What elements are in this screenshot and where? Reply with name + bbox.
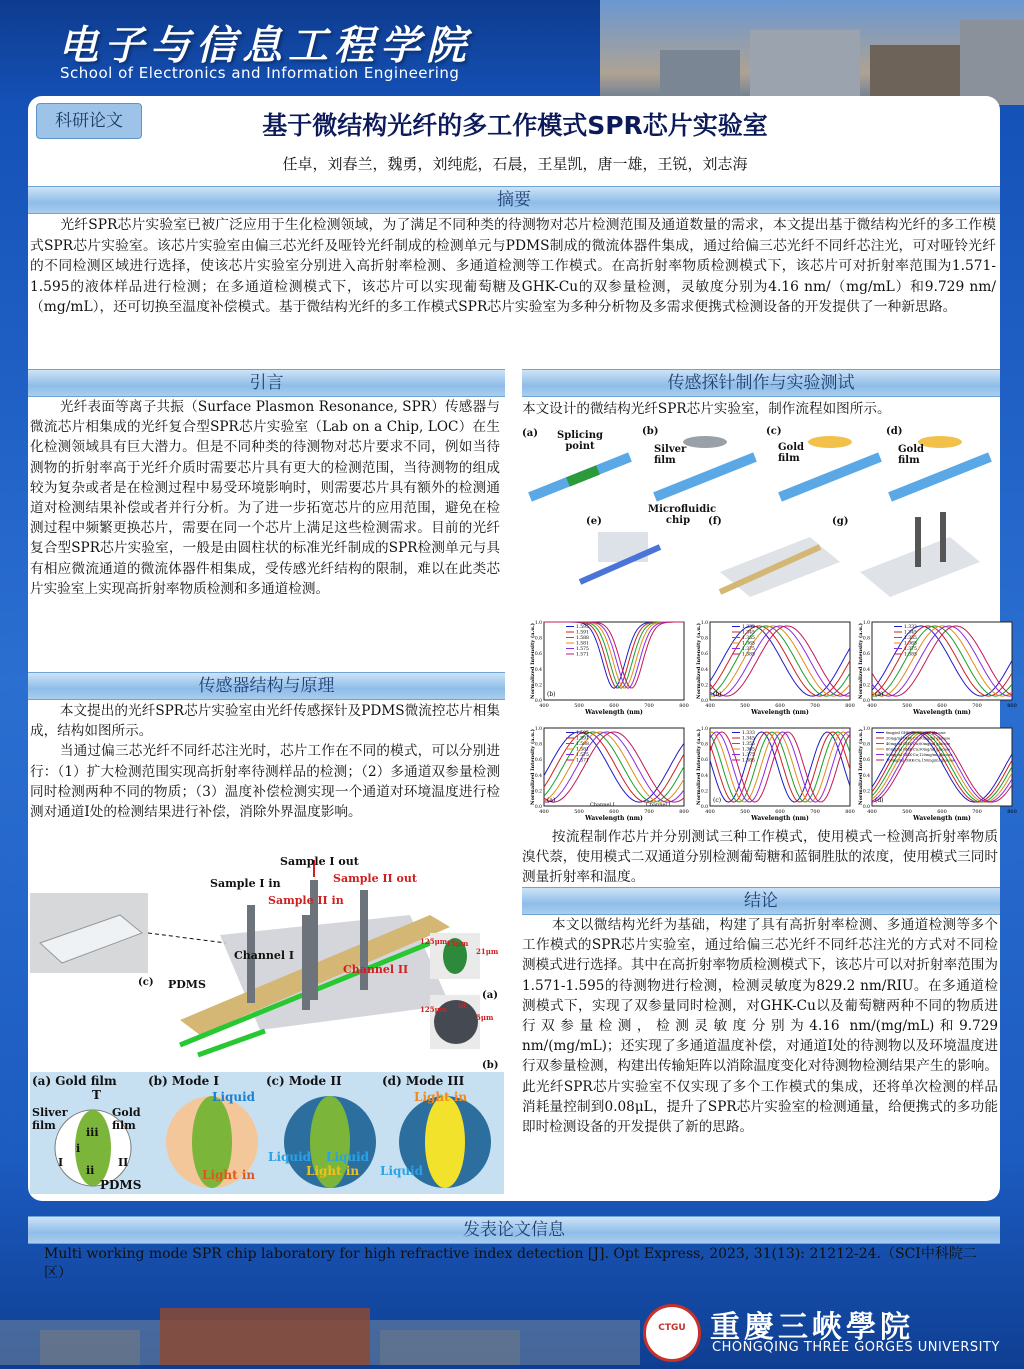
chart-frame [544, 728, 684, 806]
chart-ytick: 0.4 [862, 773, 870, 779]
section-conclusion-header: 结论 [522, 887, 1000, 915]
university-name-en: CHONGQING THREE GORGES UNIVERSITY [712, 1340, 1000, 1355]
label-ii: ii [86, 1164, 95, 1177]
legend-entry: 1.375 [742, 647, 755, 652]
chart-xtick: 700 [810, 703, 820, 709]
header-banner [0, 0, 1024, 95]
legend-entry: 20mg/ml GHK-Cu;30mg/ml glucose [886, 736, 951, 741]
channel-label-2: Channel I [646, 802, 671, 808]
label-gold: Gold film [112, 1106, 141, 1132]
chart-ylabel: Normalized Intensity (a.u.) [858, 623, 864, 699]
label-light-in-d: Light in [414, 1090, 468, 1104]
legend-entry: 1.355 [742, 742, 755, 747]
chart-panel-label: (c) [713, 797, 722, 804]
chart-xtick: 800 [1007, 703, 1017, 709]
chart-ytick: 0.2 [700, 789, 708, 795]
legend-entry: 40mg/ml GHK-Cu;60mg/ml glucose [886, 742, 951, 746]
chart-panel-label: (b) [713, 691, 722, 698]
fab-label-b: (b) [642, 426, 659, 437]
chart-xtick: 700 [972, 809, 982, 815]
chart-ytick: 0.4 [700, 773, 708, 779]
chart-xlabel: Wavelength (nm) [751, 709, 809, 716]
fab-label-g: (g) [832, 516, 849, 527]
legend-entry: 1.581 [576, 747, 589, 753]
legend-entry: 80mg/ml GHK-Cu;120mg/ml glucose [886, 753, 953, 757]
spectra-charts [518, 616, 1017, 828]
fab-step-g [860, 512, 980, 597]
spectra-figure [518, 616, 1017, 828]
label-liquid-c-left: Liquid [268, 1150, 312, 1164]
label-iii: iii [86, 1126, 99, 1139]
label-liquid-d: Liquid [380, 1164, 424, 1178]
chart-panel-label: (a) [547, 797, 556, 804]
pointer-line [148, 933, 226, 943]
legend-entry: 1.575 [576, 647, 589, 652]
fab-label-splicing: Splicing point [557, 430, 603, 452]
section-intro-header: 引言 [28, 369, 505, 397]
chart-ytick: 0.0 [534, 805, 542, 810]
chart-xtick: 400 [705, 703, 715, 709]
fab-label-e: (e) [586, 516, 602, 527]
university-name-cn: 重慶三峽學院 [710, 1310, 914, 1345]
legend-entry: 1.333 [904, 625, 917, 630]
chart-xtick: 700 [972, 703, 982, 709]
label-I: I [58, 1156, 64, 1169]
chart-xtick: 600 [937, 703, 947, 709]
chart-ytick: 0.8 [700, 742, 708, 748]
label-sample1-out: Sample I out [280, 855, 359, 868]
chart-ytick: 0.2 [534, 683, 542, 689]
chart-ytick: 0.4 [534, 667, 542, 673]
label-mode-a: (a) Gold film [32, 1074, 117, 1088]
legend-entry: 1.345 [742, 630, 755, 636]
channel-label-1: Channel I [590, 802, 615, 808]
chart-frame [872, 622, 1012, 700]
conclusion-paragraph: 本文以微结构光纤为基础，构建了具有高折射率检测、多通道检测等多个工作模式的SPR芯片实验室，通过给偏三芯光纤不同纤芯注光的方式对不同检测模式进行选择。其中在高折射率物质检测模式下，该芯片可以对折射率范围为1.571-1.595的待测物进行检测，检测灵敏度为829.2 nm/RIU。在多通道检测模式下，实现了双参量同时检测，对GHK-Cu以及葡萄糖两种不同的物质进行双参量检测，检测灵敏度分别为4.16 nm/(mg/mL)和9.729 nm/(mg/mL)；还实现了多通道温度补偿，对通道I处的待测物以及环境温度进行双参量检测，构建出传输矩阵以消除温度变化对待测物检测结果产生的影响。此光纤SPR芯片实验室不仅实现了多个工作模式的集成，还将单次检测的样品消耗量控制到0.08μL，提升了SPR芯片实验室的检测通量，给便携式的多功能即时检测设备的开发提供了新的思路。 [522, 917, 998, 1136]
chart-xtick: 400 [867, 809, 877, 815]
poster-title: 基于微结构光纤的多工作模式SPR芯片实验室 [262, 111, 768, 140]
chart-xlabel: Wavelength (nm) [913, 815, 971, 822]
section-abstract-header: 摘要 [28, 186, 1000, 214]
legend-entry: 1.365 [742, 747, 755, 753]
mode-3-core [425, 1096, 465, 1188]
chart-ytick: 0.6 [534, 758, 542, 764]
label-sample2-out: Sample II out [333, 872, 417, 885]
chart-xtick: 400 [539, 809, 549, 815]
legend-entry: 1.581 [576, 641, 589, 647]
structure-paragraph-1: 本文提出的光纤SPR芯片实验室由光纤传感探针及PDMS微流控芯片相集成，结构如图所示。 [30, 703, 500, 740]
label-iii: iii [458, 1001, 466, 1010]
probe-intro: 本文设计的微结构光纤SPR芯片实验室，制作流程如图所示。 [522, 401, 891, 417]
author-list: 任卓，刘春兰，魏勇，刘纯彪，石晨，王星凯，唐一雄，王锐，刘志海 [282, 155, 748, 173]
section-probe-header: 传感探针制作与实验测试 [522, 369, 1000, 397]
label-sample2-in: Sample II in [268, 894, 344, 907]
chart-ytick: 0.6 [700, 652, 708, 658]
chart-ytick: 1.0 [700, 621, 708, 626]
label-dim-15: 15μm [446, 939, 469, 948]
legend-entry: 1.385 [742, 652, 755, 658]
chart-xlabel: Wavelength (nm) [585, 815, 643, 822]
tube-sample-2-in [302, 915, 310, 1010]
label-channel2: Channel II [343, 963, 409, 976]
chart-xtick: 700 [644, 809, 654, 815]
fab-step-e [580, 532, 660, 582]
fab-label-a: (a) [522, 428, 538, 439]
label-sample1-in: Sample I in [210, 877, 281, 890]
chart-xtick: 500 [902, 703, 912, 709]
chart-xtick: 800 [679, 809, 689, 815]
chart-xlabel: Wavelength (nm) [913, 709, 971, 716]
legend-entry: 1.355 [742, 636, 755, 641]
publication-reference: Multi working mode SPR chip laboratory for high refractive index detection [J]. Opt Express, 2023, 31(13): 21212-24.（SCI中科院二区） [44, 1246, 977, 1281]
label-mode-c: (c) Mode II [266, 1074, 342, 1088]
intro-paragraph: 光纤表面等离子共振（Surface Plasmon Resonance, SPR）传感器与微流芯片相集成的光纤复合型SPR芯片实验室（Lab on a Chip, LOC）在生化检测领域具有巨大潜力。但是不同种类的待测物对芯片要求不同，例如当待测物的折射率高于光纤介质时需要芯片具有更大的检测范围，当待测物的组成较为复杂或者是在检测过程中易受环境影响时，则需要芯片具有额外的检测通道对检测结果补偿或者并行分析。为了进一步拓宽芯片的应用范围，避免在检测过程中频繁更换芯片，需要在同一个芯片上满足这些检测需求。目前的光纤复合型SPR芯片实验室，一般是由圆柱状的标准光纤制成的SPR检测单元与具有相应微流通道的微流体器件相集成，受传感光纤结构的限制，难以在此类芯片实验室上实现高折射率物质检测和多通道检测。 [30, 399, 500, 597]
chart-ytick: 0.2 [534, 789, 542, 795]
legend-entry: 1.385 [904, 652, 917, 658]
legend-entry: 1.375 [904, 647, 917, 652]
chart-xtick: 600 [775, 809, 785, 815]
probe-text [522, 399, 998, 419]
college-title-cn: 电子与信息工程学院 [58, 22, 472, 69]
legend-entry: 1.345 [742, 736, 755, 742]
chart-ytick: 1.0 [700, 727, 708, 732]
label-dim-21: 21μm [476, 947, 499, 956]
fab-label-gold-d: Gold film [898, 444, 925, 466]
label-dim-5: 5μm [476, 1013, 494, 1022]
chart-ytick: 1.0 [862, 727, 870, 732]
chart-xtick: 600 [609, 703, 619, 709]
label-light-in-c: Light in [306, 1164, 360, 1178]
legend-entry: 1.385 [742, 758, 755, 764]
chart-ytick: 0.8 [862, 742, 870, 748]
chart-ytick: 0.0 [862, 699, 870, 704]
chart-xtick: 400 [867, 703, 877, 709]
label-II: II [118, 1156, 129, 1169]
chart-xtick: 800 [679, 703, 689, 709]
label-liquid-c-right: Liquid [326, 1150, 370, 1164]
legend-entry: 1.575 [576, 753, 589, 758]
chart-xtick: 600 [937, 809, 947, 815]
chart-ylabel: Normalized Intensity (a.u.) [530, 623, 536, 699]
label-liquid-b: Liquid [212, 1090, 256, 1104]
chart-ytick: 0.6 [700, 758, 708, 764]
chart-ytick: 1.0 [534, 621, 542, 626]
chart-ytick: 0.4 [862, 667, 870, 673]
label-channel1: Channel I [234, 949, 295, 962]
fab-label-gold-c: Gold film [778, 442, 805, 464]
label-silver: Sliver film [32, 1106, 68, 1132]
legend-entry: 1.333 [742, 625, 755, 630]
chart-xtick: 500 [902, 809, 912, 815]
label-c: (c) [138, 977, 154, 988]
abstract-text [30, 215, 996, 318]
chart-ytick: 0.4 [700, 667, 708, 673]
chart-panel-label: (a) [875, 691, 884, 698]
chart-ytick: 1.0 [534, 727, 542, 732]
legend-entry: 1.345 [904, 630, 917, 636]
chart-xtick: 500 [574, 809, 584, 815]
chart-ytick: 0.8 [534, 636, 542, 642]
chart-ytick: 0.6 [862, 758, 870, 764]
chart-xlabel: Wavelength (nm) [585, 709, 643, 716]
label-dim-125-a: 125μm [420, 937, 448, 946]
chart-ylabel: Normalized Intensity (a.u.) [858, 729, 864, 805]
structure-text [30, 701, 500, 822]
chart-ytick: 0.2 [862, 683, 870, 689]
label-i: i [76, 1142, 81, 1155]
chart-ylabel: Normalized Intensity (a.u.) [530, 729, 536, 805]
chart-ytick: 0.0 [862, 805, 870, 810]
legend-entry: 1.571 [576, 758, 589, 764]
label-pdms-mode: PDMS [100, 1178, 142, 1192]
legend-entry: 1.571 [576, 652, 589, 658]
legend-entry: 100mg/ml GHK-Cu;150mg/ml glucose [886, 758, 955, 763]
chart-xtick: 500 [740, 809, 750, 815]
legend-entry: 1.365 [904, 641, 917, 647]
label-mode-d: (d) Mode III [382, 1074, 465, 1088]
legend-entry: 0mg/ml GHK-Cu;0mg/ml glucose [886, 731, 946, 735]
chart-xtick: 500 [740, 703, 750, 709]
chart-xtick: 600 [775, 703, 785, 709]
fab-label-d: (d) [886, 426, 903, 437]
university-logo [643, 1304, 701, 1362]
chart-ytick: 0.2 [862, 789, 870, 795]
chart-ytick: 0.0 [700, 805, 708, 810]
legend-entry: 1.333 [742, 731, 755, 736]
label-a: (a) [482, 990, 498, 1001]
fab-label-silver: Silver film [654, 444, 687, 466]
chart-panel-label: (b) [547, 691, 556, 698]
chart-ytick: 0.0 [700, 699, 708, 704]
legend-entry: 1.588 [576, 742, 589, 747]
legend-entry: 1.591 [576, 630, 589, 636]
probe-after-text [522, 827, 998, 888]
chart-xtick: 800 [845, 703, 855, 709]
fab-label-c: (c) [766, 426, 782, 437]
chart-ytick: 0.6 [862, 652, 870, 658]
category-tag: 科研论文 [36, 103, 142, 139]
legend-entry: 60mg/ml GHK-Cu;90mg/ml glucose [886, 747, 951, 752]
chart-xtick: 500 [574, 703, 584, 709]
college-title-en: School of Electronics and Information Engineering [60, 64, 460, 82]
probe-after-paragraph: 按流程制作芯片并分别测试三种工作模式，使用模式一检测高折射率物质溴代萘，使用模式二双通道分别检测葡萄糖和蓝铜胜肽的浓度，使用模式三同时测量折射率和温度。 [522, 829, 998, 886]
chart-panel-label: (d) [875, 797, 884, 804]
abstract-paragraph: 光纤SPR芯片实验室已被广泛应用于生化检测领域，为了满足不同种类的待测物对芯片检测范围及通道数量的需求，本文提出基于微结构光纤的多工作模式SPR芯片实验室。该芯片实验室由偏三芯光纤及哑铃光纤制成的检测单元与PDMS制成的微流体器件集成，通过给偏三芯光纤不同纤芯注光，可对哑铃光纤的不同检测区域进行选择，使该芯片实验室分别进入高折射率检测、多通道检测等工作模式。在高折射率物质检测模式下，该芯片可对折射率范围为1.571-1.595的液体样品进行检测；在多通道检测模式下，该芯片可以实现葡萄糖及GHK-Cu的双参量检测，灵敏度分别为4.16 nm/（mg/mL）和9.729 nm/（mg/mL），还可切换至温度补偿模式。基于微结构光纤的多工作模式SPR芯片实验室为多种分析物及多需求便携式检测设备的开发提供了一种新思路。 [30, 217, 996, 316]
label-b: (b) [482, 1060, 499, 1071]
fab-label-f: (f) [708, 516, 722, 527]
chart-ytick: 0.2 [700, 683, 708, 689]
chart-ytick: 1.0 [862, 621, 870, 626]
fab-step-f [720, 537, 840, 597]
label-mode-b: (b) Mode I [148, 1074, 220, 1088]
legend-entry: 1.355 [904, 636, 917, 641]
conclusion-text [522, 915, 998, 1137]
chart-frame [710, 728, 850, 806]
legend-entry: 1.591 [576, 736, 589, 742]
campus-photo-top [600, 0, 1024, 105]
chart-ylabel: Normalized Intensity (a.u.) [696, 623, 702, 699]
legend-entry: 1.595 [576, 731, 589, 736]
section-structure-header: 传感器结构与原理 [28, 672, 505, 700]
fabrication-figure [520, 422, 998, 607]
legend-entry: 1.365 [742, 641, 755, 647]
chart-xtick: 400 [539, 703, 549, 709]
structure-paragraph-2: 当通过偏三芯光纤不同纤芯注光时，芯片工作在不同的模式，可以分别进行：（1）扩大检测范围实现高折射率待测样品的检测；（2）多通道双参量检测同时检测两种不同的物质；（3）温度补偿检测实现一个通道对环境温度进行检测对通道I处的检测结果进行补偿，消除外界温度影响。 [30, 743, 500, 821]
working-modes-figure [30, 1072, 504, 1194]
chart-xlabel: Wavelength (nm) [751, 815, 809, 822]
chart-ytick: 0.6 [534, 652, 542, 658]
legend-entry: 1.375 [742, 753, 755, 758]
campus-photo-bottom [0, 1300, 640, 1365]
chart-ytick: 0.0 [534, 699, 542, 704]
section-publication-header: 发表论文信息 [28, 1216, 1000, 1244]
chart-xtick: 700 [644, 703, 654, 709]
label-T: T [92, 1088, 101, 1102]
chart-xtick: 700 [810, 809, 820, 815]
logo-text: CTGU [658, 1323, 686, 1333]
chart-ytick: 0.8 [534, 742, 542, 748]
chip-structure-figure [30, 855, 505, 1073]
fab-label-micro: Microfluidic chip [648, 504, 717, 526]
chart-xtick: 800 [1007, 809, 1017, 815]
fab-step-a [530, 457, 630, 497]
label-light-in-b: Light in [202, 1168, 256, 1182]
chart-ytick: 0.8 [700, 636, 708, 642]
chart-ytick: 0.8 [862, 636, 870, 642]
chart-ytick: 0.4 [534, 773, 542, 779]
intro-text [30, 397, 500, 599]
label-pdms: PDMS [168, 978, 206, 991]
chart-frame [710, 622, 850, 700]
legend-entry: 1.595 [576, 625, 589, 630]
chart-xtick: 400 [705, 809, 715, 815]
legend-entry: 1.588 [576, 636, 589, 641]
label-dim-125-b: 125μm [420, 1005, 448, 1014]
chart-xtick: 800 [845, 809, 855, 815]
chart-ylabel: Normalized Intensity (a.u.) [696, 729, 702, 805]
chart-xtick: 600 [609, 809, 619, 815]
